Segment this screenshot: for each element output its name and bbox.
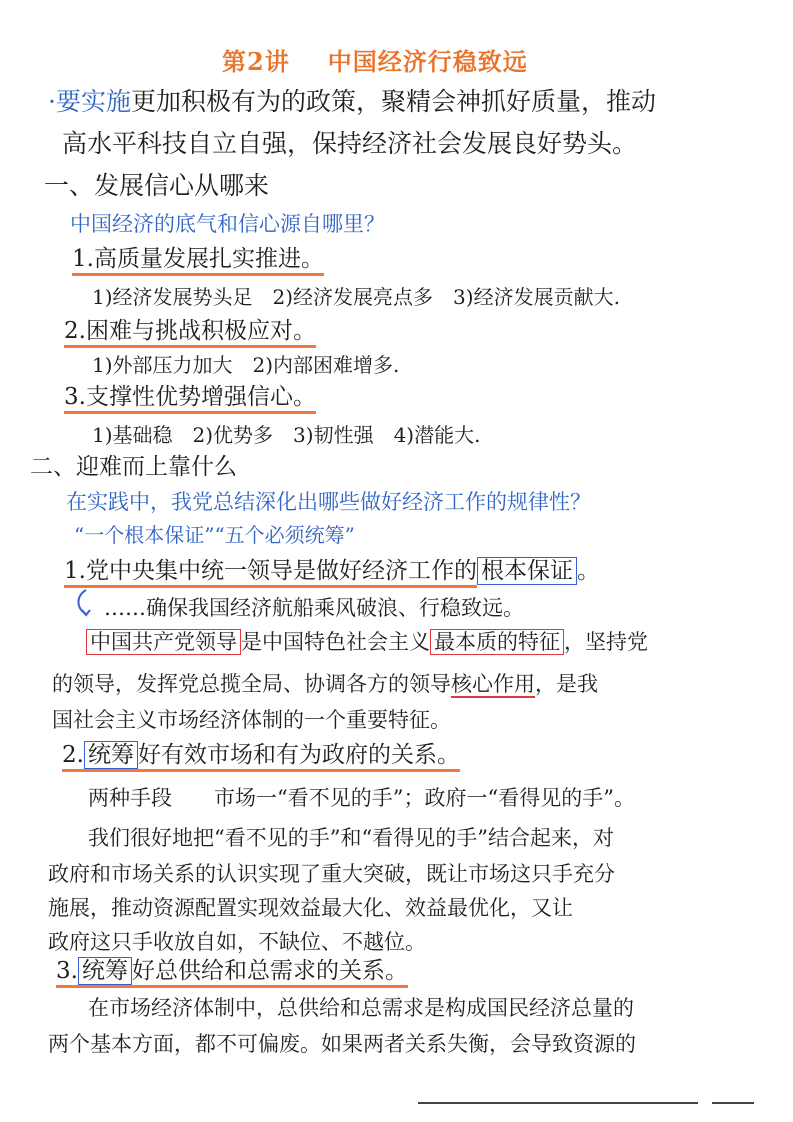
section2-question: 在实践中，我党总结深化出哪些做好经济工作的规律性？ (66, 490, 591, 514)
s2-item1-para-line-1: 中国共产党领导 是中国特色社会主义 最本质的特征 ，坚持党 (86, 630, 648, 654)
s1-item2-sub: 1)外部压力加大 2)内部困难增多. (92, 353, 400, 377)
keyword-box-essential-feature: 最本质的特征 (430, 629, 564, 655)
curved-arrow-icon (72, 588, 98, 618)
lecture-topic: 中国经济行稳致远 (327, 47, 528, 76)
s2-item1-para-line-3: 国社会主义市场经济体制的一个重要特征。 (52, 708, 451, 732)
s2-item1-arrow-line: ……确保我国经济航船乘风破浪、行稳致远。 (104, 596, 524, 620)
section1-question: 中国经济的底气和信心源自哪里？ (70, 212, 385, 236)
s2-item2-para-line-4: 政府这只手收放自如，不缺位、不越位。 (48, 930, 426, 954)
section1-heading: 一、发展信心从哪来 (44, 171, 270, 200)
s2-item3-para-line-2: 两个基本方面，都不可偏废。如果两者关系失衡，会导致资源的 (48, 1032, 636, 1056)
page-title (222, 48, 528, 76)
s2-item3-title: 3. 统筹 好总供给和总需求的关系。 (56, 958, 408, 984)
keyword-box-fundamental-guarantee: 根本保证 (477, 557, 577, 585)
section2-heading: 二、迎难而上靠什么 (30, 454, 237, 480)
section2-quote: “一个根本保证”“五个必须统筹” (74, 523, 355, 547)
s2-item2-para-line-1: 我们很好地把“看不见的手”和“看得见的手”结合起来，对 (88, 826, 614, 850)
s1-item2-title: 2.困难与挑战积极应对。 (64, 318, 316, 344)
keyword-underline-core-role: 核心作用 (451, 672, 535, 696)
keyword-box-cpc-leadership: 中国共产党领导 (86, 629, 241, 655)
intro-line-2: 高水平科技自立自强，保持经济社会发展良好势头。 (62, 129, 638, 158)
intro-line-1: ·要实施更加积极有为的政策，聚精会神抓好质量，推动 (48, 87, 656, 116)
s1-item1-title: 1.高质量发展扎实推进。 (72, 246, 324, 272)
s2-item1-title: 1.党中央集中统一领导是做好经济工作的 根本保证 。 (64, 558, 600, 584)
s2-item2-para-line-3: 施展，推动资源配置实现效益最大化、效益最优化，又让 (48, 896, 573, 920)
s2-item3-para-line-1: 在市场经济体制中，总供给和总需求是构成国民经济总量的 (88, 996, 634, 1020)
s1-item3-title: 3.支撑性优势增强信心。 (64, 384, 316, 410)
s2-item2-title: 2. 统筹 好有效市场和有为政府的关系。 (62, 742, 460, 768)
lecture-number: 第2讲 (222, 47, 290, 76)
intro-emphasis: 要实施 (55, 87, 131, 116)
keyword-box-coordinate-3: 统筹 (78, 957, 132, 985)
bottom-rule-short (712, 1102, 754, 1104)
s2-item2-means: 两种手段 市场一“看不见的手”；政府一“看得见的手”。 (88, 786, 635, 810)
s1-item3-sub: 1)基础稳 2)优势多 3)韧性强 4)潜能大. (92, 423, 481, 447)
s2-item1-para-line-2: 的领导，发挥党总揽全局、协调各方的领导核心作用，是我 (52, 672, 598, 696)
s1-item1-sub: 1)经济发展势头足 2)经济发展亮点多 3)经济发展贡献大. (92, 285, 620, 309)
bottom-rule (418, 1102, 698, 1104)
keyword-box-coordinate-2: 统筹 (84, 741, 138, 769)
s2-item2-para-line-2: 政府和市场关系的认识实现了重大突破，既让市场这只手充分 (48, 862, 615, 886)
